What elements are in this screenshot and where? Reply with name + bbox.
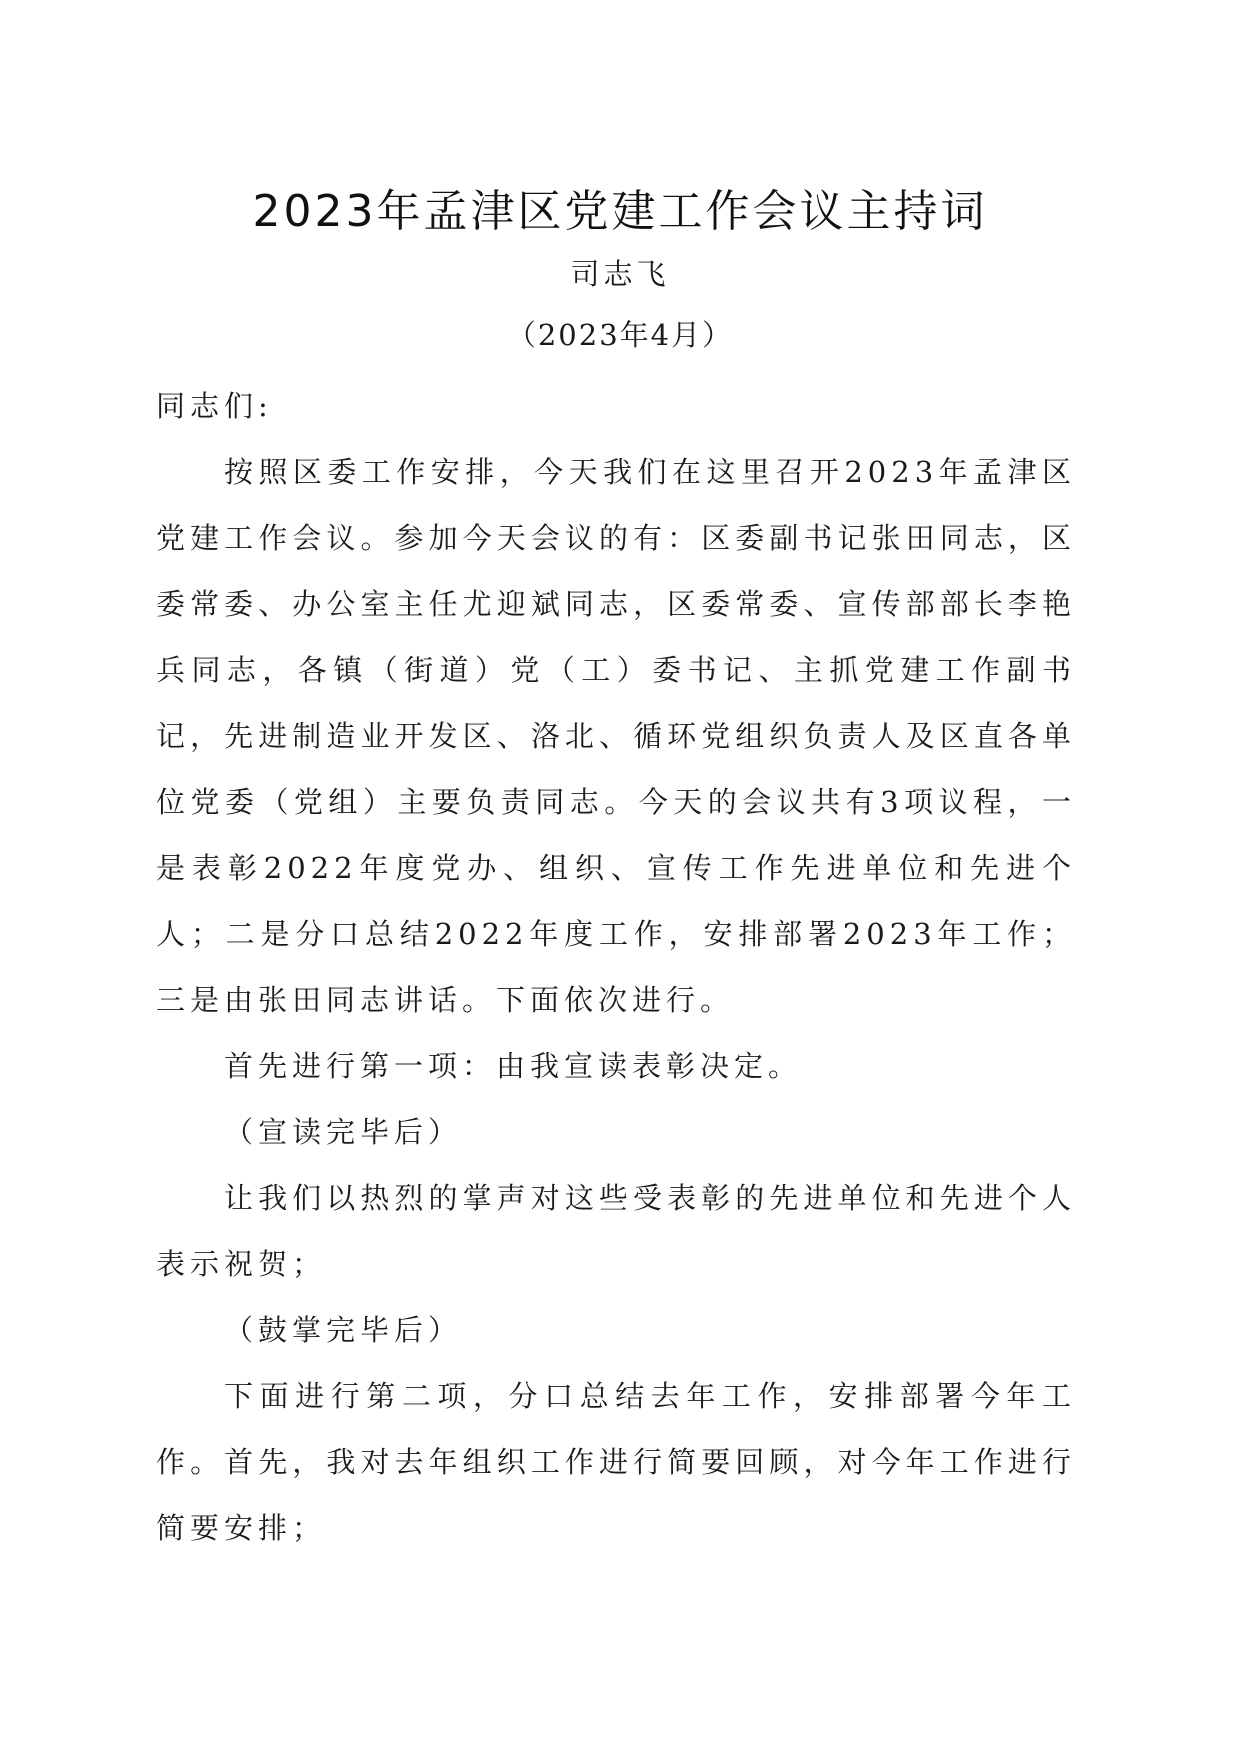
document-date: （2023年4月）	[506, 318, 734, 352]
paragraph-opening: 按照区委工作安排，今天我们在这里召开2023年孟津区党建工作会议。参加今天会议的有：区委副书记张田同志，区委常委、办公室主任尤迎斌同志，区委常委、宣传部部长李艳兵同志，各镇（街道）党（工）委书记、主抓党建工作副书记，先进制造业开发区、洛北、循环党组织负责人及区直各单位党委（党组）主要负责同志。今天的会议共有3项议程，一是表彰2022年度党办、组织、宣传工作先进单位和先进个人；二是分口总结2022年度工作，安排部署2023年工作；三是由张田同志讲话。下面依次进行。	[156, 455, 1076, 1017]
author-name: 司志飞	[570, 257, 670, 291]
salutation: 同志们:	[156, 389, 273, 423]
paragraph-agenda-item-1: 首先进行第一项：由我宣读表彰决定。	[224, 1049, 803, 1083]
stage-note-reading-done: （宣读完毕后）	[224, 1115, 463, 1149]
document-title: 2023年孟津区党建工作会议主持词	[252, 186, 988, 237]
paragraph-applause: 让我们以热烈的掌声对这些受表彰的先进单位和先进个人表示祝贺；	[156, 1181, 1076, 1281]
document-body	[156, 373, 1076, 1561]
paragraph-agenda-item-2: 下面进行第二项，分口总结去年工作，安排部署今年工作。首先，我对去年组织工作进行简要回顾，对今年工作进行简要安排；	[156, 1379, 1076, 1545]
stage-note-applause-done: （鼓掌完毕后）	[224, 1313, 463, 1347]
